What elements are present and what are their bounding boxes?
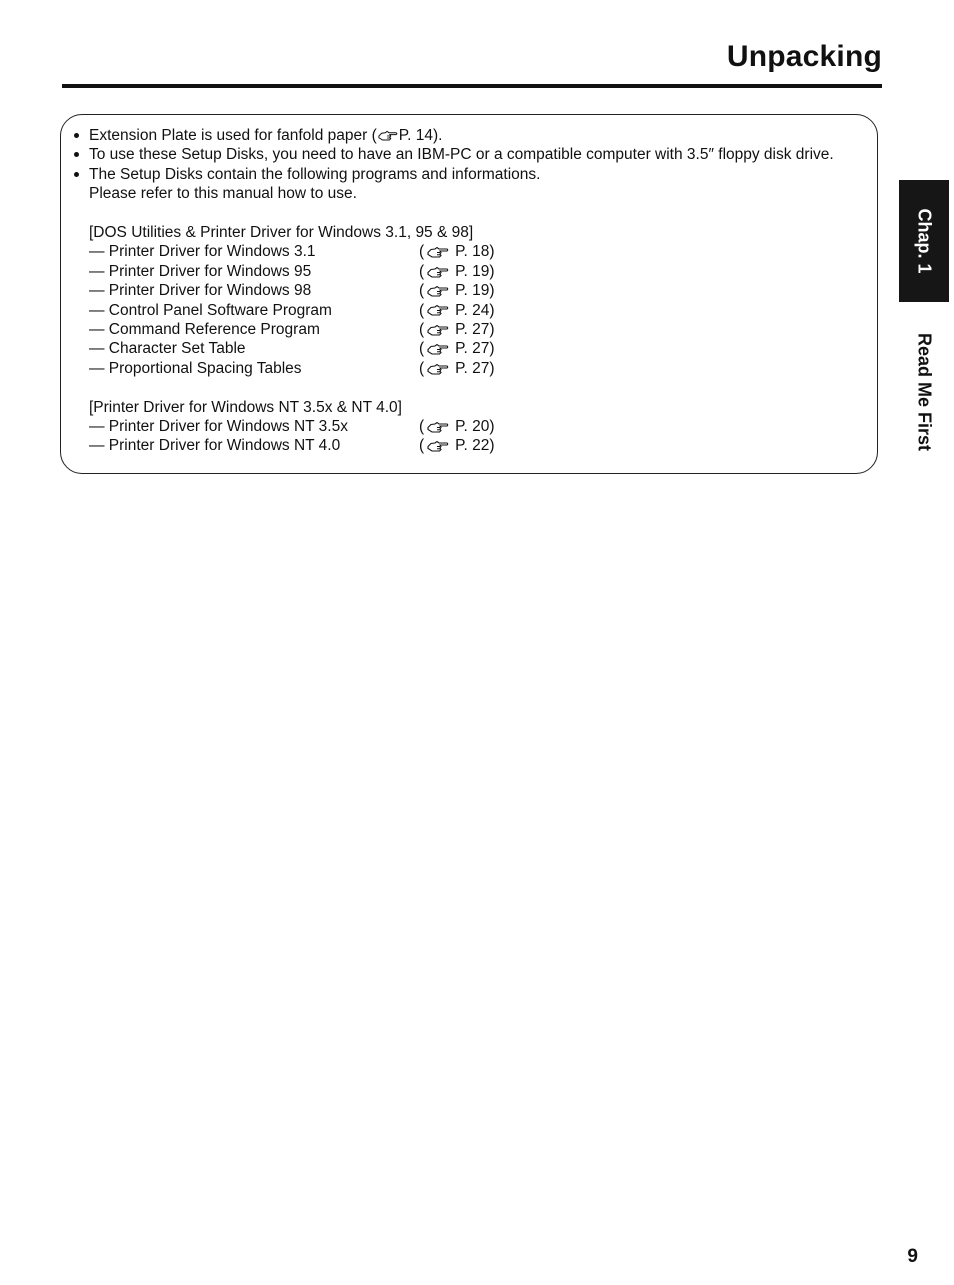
- page-number-ref: P. 20): [455, 418, 495, 436]
- page-reference: [419, 320, 495, 339]
- program-group: [74, 398, 874, 456]
- group-title: [DOS Utilities & Printer Driver for Windows 3.1, 95 & 98]: [89, 224, 474, 242]
- page-reference: [419, 281, 495, 300]
- ref-open: (: [419, 321, 425, 339]
- section-label: Read Me First: [914, 332, 935, 452]
- page-reference: [419, 359, 495, 378]
- page-number-ref: P. 22): [455, 437, 495, 455]
- bullet-dot: [74, 172, 79, 177]
- program-row: [89, 339, 874, 358]
- ref-open: (: [419, 243, 425, 261]
- program-name: — Printer Driver for Windows 3.1: [89, 243, 316, 261]
- ref-open: (: [419, 282, 425, 300]
- page-number-ref: P. 24): [455, 301, 495, 319]
- pointing-hand-icon: [427, 266, 449, 278]
- page-title: Unpacking: [726, 40, 882, 73]
- bullet-text: Extension Plate is used for fanfold paper (: [89, 127, 377, 144]
- ref-open: (: [419, 359, 425, 377]
- program-name: — Character Set Table: [89, 340, 246, 358]
- bullet-item: [74, 165, 874, 184]
- refer-line: Please refer to this manual how to use.: [89, 185, 357, 203]
- ref-open: (: [419, 340, 425, 358]
- bullet-text: To use these Setup Disks, you need to have an IBM-PC or a compatible computer with 3.5″ floppy disk drive.: [89, 146, 834, 164]
- page-reference: [419, 436, 495, 455]
- pointing-hand-icon: [427, 285, 449, 297]
- page-reference: [419, 339, 495, 358]
- pointing-hand-icon: [378, 130, 398, 141]
- page-reference: [419, 242, 495, 261]
- note-content: [74, 126, 874, 456]
- program-name: — Printer Driver for Windows NT 4.0: [89, 437, 341, 455]
- program-name: — Command Reference Program: [89, 321, 320, 339]
- pointing-hand-icon: [427, 440, 449, 452]
- bullet-dot: [74, 133, 79, 138]
- pointing-hand-icon: [427, 324, 449, 336]
- program-name: — Proportional Spacing Tables: [89, 359, 302, 377]
- page-reference: [419, 301, 495, 320]
- page-reference: [419, 417, 495, 436]
- ref-open: (: [419, 262, 425, 280]
- title-rule: [62, 84, 882, 88]
- pointing-hand-icon: [427, 246, 449, 258]
- page-number-ref: P. 27): [455, 321, 495, 339]
- program-row: [89, 320, 874, 339]
- bullet-text-end: P. 14).: [398, 127, 443, 144]
- chapter-tab: [899, 180, 949, 302]
- program-row: [89, 281, 874, 300]
- program-group: [74, 223, 874, 378]
- program-name: — Control Panel Software Program: [89, 301, 332, 319]
- program-name: — Printer Driver for Windows NT 3.5x: [89, 418, 348, 436]
- program-name: — Printer Driver for Windows 95: [89, 262, 312, 280]
- program-row: [89, 262, 874, 281]
- chapter-tab-label: Chap. 1: [914, 208, 935, 274]
- page-number-ref: P. 27): [455, 359, 495, 377]
- bullet-text: The Setup Disks contain the following programs and informations.: [89, 165, 541, 183]
- group-title: [Printer Driver for Windows NT 3.5x & NT 4.0]: [89, 398, 402, 416]
- pointing-hand-icon: [427, 421, 449, 433]
- page-reference: [419, 262, 495, 281]
- program-row: [89, 417, 874, 436]
- program-row: [89, 242, 874, 261]
- bullet-item: [74, 145, 874, 164]
- program-row: [89, 359, 874, 378]
- bullet-item: [74, 126, 874, 145]
- program-name: — Printer Driver for Windows 98: [89, 282, 312, 300]
- page-number-ref: P. 27): [455, 340, 495, 358]
- ref-open: (: [419, 437, 425, 455]
- program-row: [89, 436, 874, 455]
- program-row: [89, 301, 874, 320]
- pointing-hand-icon: [427, 343, 449, 355]
- page-number: 9: [907, 1246, 918, 1267]
- ref-open: (: [419, 418, 425, 436]
- page-number-ref: P. 19): [455, 282, 495, 300]
- ref-open: (: [419, 301, 425, 319]
- page-number-ref: P. 19): [455, 262, 495, 280]
- page-number-ref: P. 18): [455, 243, 495, 261]
- bullet-dot: [74, 152, 79, 157]
- pointing-hand-icon: [427, 363, 449, 375]
- pointing-hand-icon: [427, 304, 449, 316]
